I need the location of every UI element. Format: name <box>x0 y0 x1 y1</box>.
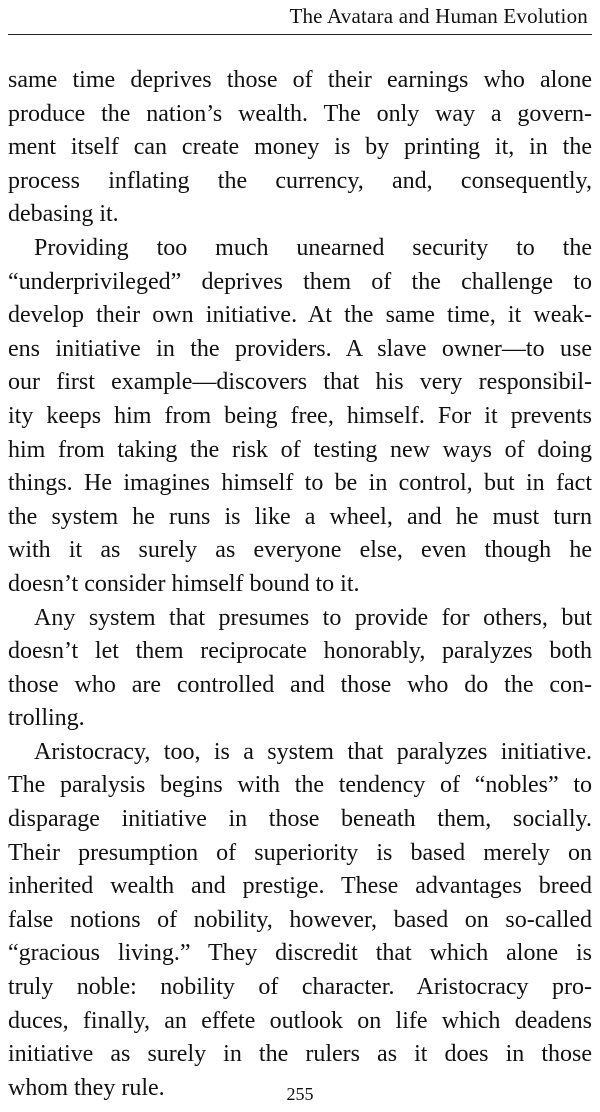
text-line: The paralysis begins with the tendency of “nobles” to <box>8 772 592 799</box>
header-rule <box>8 34 592 35</box>
paragraph <box>8 602 592 736</box>
text-line: ity keeps him from being free, himself. For it prevents <box>8 402 592 429</box>
text-line: disparage initiative in those beneath them, socially. <box>8 806 592 833</box>
text-line: whom they rule. <box>8 1074 165 1101</box>
text-line: false notions of nobility, however, based on so-called <box>8 906 592 933</box>
text-line: initiative as surely in the rulers as it does in those <box>8 1041 592 1068</box>
text-line: duces, finally, an effete outlook on life which deadens <box>8 1007 592 1034</box>
text-line: truly noble: nobility of character. Aristocracy pro- <box>8 974 592 1001</box>
page-number: 255 <box>286 1084 314 1104</box>
text-line: same time deprives those of their earnings who alone <box>8 67 592 93</box>
text-line: “underprivileged” deprives them of the challenge to <box>8 268 592 295</box>
text-line: develop their own initiative. At the same time, it weak- <box>8 302 592 329</box>
text-line: produce the nation’s wealth. The only way a govern- <box>8 100 592 127</box>
text-line: him from taking the risk of testing new ways of doing <box>8 436 592 463</box>
text-line: doesn’t consider himself bound to it. <box>8 570 360 597</box>
text-line: inherited wealth and prestige. These advantages breed <box>8 873 592 900</box>
text-line: “gracious living.” They discredit that which alone is <box>8 940 592 967</box>
text-line: trolling. <box>8 705 85 732</box>
text-line: doesn’t let them reciprocate honorably, paralyzes both <box>8 638 592 665</box>
text-line: process inflating the currency, and, consequently, <box>8 167 592 194</box>
text-line: our first example—discovers that his very responsibil- <box>8 369 592 396</box>
paragraph <box>8 736 592 1106</box>
paragraph <box>8 64 592 232</box>
text-line: things. He imagines himself to be in control, but in fact <box>8 470 592 497</box>
text-line: the system he runs is like a wheel, and he must turn <box>8 503 592 530</box>
text-line: Aristocracy, too, is a system that paralyzes initiative. <box>34 738 592 765</box>
running-head: The Avatara and Human Evolution <box>289 4 588 28</box>
text-line: Their presumption of superiority is based merely on <box>8 839 592 866</box>
text-line: those who are controlled and those who do the con- <box>8 671 592 698</box>
text-line: Any system that presumes to provide for others, but <box>34 604 592 631</box>
text-line: ens initiative in the providers. A slave owner—to use <box>8 335 592 362</box>
text-line: with it as surely as everyone else, even though he <box>8 537 592 564</box>
text-line: debasing it. <box>8 201 119 228</box>
text-line: ment itself can create money is by printing it, in the <box>8 134 592 161</box>
paragraph <box>8 232 592 602</box>
text-line: Providing too much unearned security to the <box>34 234 592 261</box>
body-text <box>8 64 592 1105</box>
